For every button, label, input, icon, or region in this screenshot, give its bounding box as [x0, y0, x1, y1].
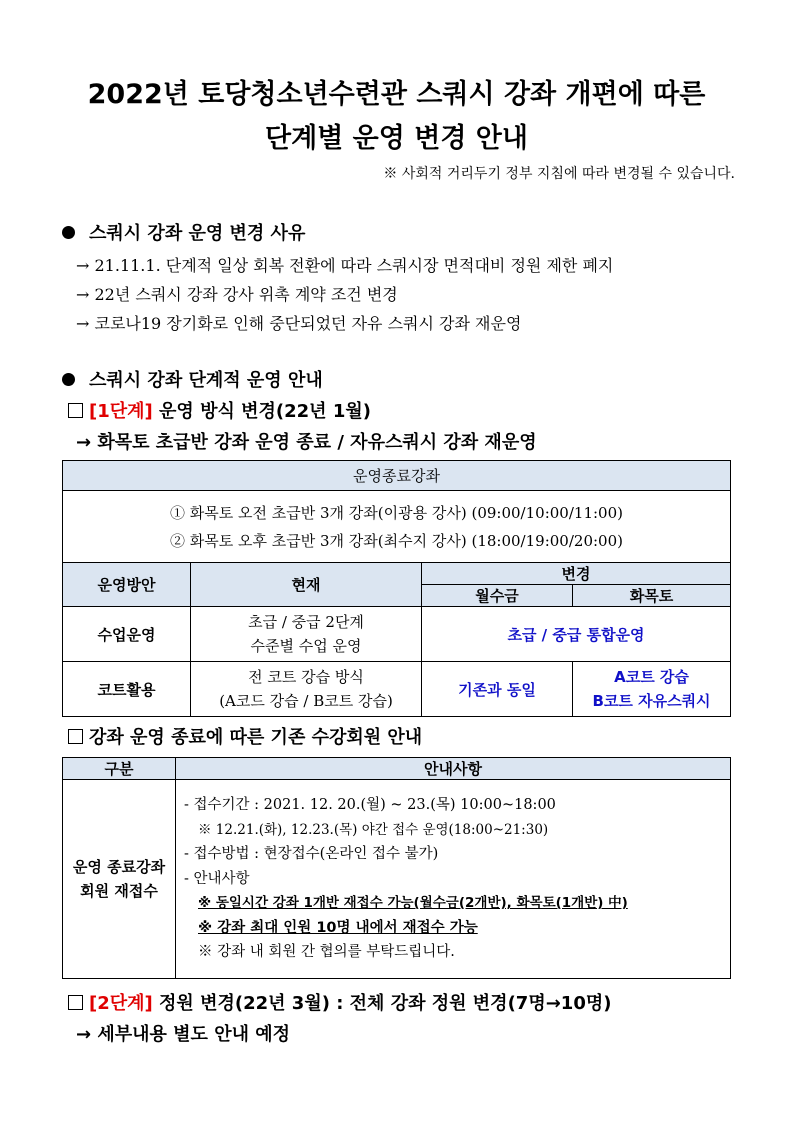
- row-court-current-line-2: (A코드 강습 / B코트 강습): [219, 692, 393, 710]
- row-court-current-line-1: 전 코트 강습 방식: [248, 667, 364, 686]
- stage-2-summary: → 세부내용 별도 안내 예정: [76, 1024, 291, 1045]
- ended-course-item-2: ② 화목토 오후 초급반 3개 강좌(최수지 강사) (18:00/19:00/20:00): [170, 531, 623, 550]
- ended-course-item-1: ① 화목토 오전 초급반 3개 강좌(이광용 강사) (09:00/10:00/11:00): [170, 503, 623, 522]
- info-same-time-class: ※ 동일시간 강좌 1개반 재접수 가능(월수금(2개반), 화목토(1개반) 中): [198, 895, 628, 912]
- info-guide: - 안내사항: [184, 870, 250, 887]
- col-info-header: 안내사항: [176, 758, 731, 780]
- reason-item-1: → 21.11.1. 단계적 일상 회복 전환에 따라 스쿼시장 면적대비 정원 제한 폐지: [76, 256, 614, 275]
- checkbox-icon: [68, 729, 83, 744]
- stage-1-text: 운영 방식 변경(22년 1월): [159, 401, 371, 422]
- checkbox-icon: [68, 403, 83, 418]
- stage-2-heading: [68, 989, 611, 1015]
- row-court-label: 코트활용: [63, 662, 191, 717]
- stage-1-summary: → 화목토 초급반 강좌 운영 종료 / 자유스쿼시 강좌 재운영: [76, 432, 537, 453]
- reason-item-3: → 코로나19 장기화로 인해 중단되었던 자유 스쿼시 강좌 재운영: [76, 314, 522, 333]
- row-court-current: [191, 662, 422, 717]
- col-method-header: 운영방안: [63, 563, 191, 607]
- info-max-capacity: ※ 강좌 최대 인원 10명 내에서 재접수 가능: [198, 919, 478, 936]
- reregistration-label-line-1: 운영 종료강좌: [72, 857, 166, 876]
- row-court-tts-line-2: B코트 자유스쿼시: [592, 692, 711, 710]
- row-court-tts-line-1: A코트 강습: [614, 667, 689, 686]
- disclaimer-note: ※ 사회적 거리두기 정부 지침에 따라 변경될 수 있습니다.: [383, 166, 735, 182]
- bullet-icon: [62, 226, 75, 239]
- reregistration-info: [176, 780, 731, 979]
- section-3-heading-text: 강좌 운영 종료에 따른 기존 수강회원 안내: [89, 727, 423, 748]
- row-class-current-line-2: 수준별 수업 운영: [250, 637, 362, 655]
- info-method: - 접수방법 : 현장접수(온라인 접수 불가): [184, 846, 439, 863]
- section-3-heading: [68, 723, 422, 749]
- stage-2-tag: [2단계]: [89, 993, 153, 1014]
- info-period: - 접수기간 : 2021. 12. 20.(월) ~ 23.(목) 10:00~18:00: [184, 797, 556, 814]
- checkbox-icon: [68, 995, 83, 1010]
- ended-courses-table: [62, 460, 731, 717]
- title-line-1: 2022년 토당청소년수련관 스쿼시 강좌 개편에 따른: [87, 79, 706, 110]
- bullet-icon: [62, 373, 75, 386]
- col-mwf-header: 월수금: [422, 585, 573, 607]
- info-cooperation: ※ 강좌 내 회원 간 협의를 부탁드립니다.: [198, 944, 455, 961]
- section-1-heading: [62, 219, 305, 245]
- stage-1-tag: [1단계]: [89, 401, 153, 422]
- info-night-reception: ※ 12.21.(화), 12.23.(목) 야간 접수 운영(18:00~21:30): [198, 821, 549, 838]
- reregistration-label-line-2: 회원 재접수: [80, 882, 158, 900]
- row-class-change: 초급 / 중급 통합운영: [422, 607, 731, 662]
- member-reregistration-table: [62, 757, 731, 979]
- row-court-tts: [573, 662, 731, 717]
- stage-2-text: 정원 변경(22년 3월) : 전체 강좌 정원 변경(7명→10명): [159, 993, 612, 1014]
- row-class-current: [191, 607, 422, 662]
- ended-courses-header: 운영종료강좌: [63, 461, 731, 491]
- section-1-heading-text: 스쿼시 강좌 운영 변경 사유: [89, 223, 306, 244]
- col-current-header: 현재: [191, 563, 422, 607]
- row-class-label: 수업운영: [63, 607, 191, 662]
- section-2-heading-text: 스쿼시 강좌 단계적 운영 안내: [89, 370, 323, 391]
- title-line-2: 단계별 운영 변경 안내: [265, 123, 528, 154]
- col-tts-header: 화목토: [573, 585, 731, 607]
- section-2-heading: [62, 366, 323, 392]
- reregistration-label: [63, 780, 176, 979]
- row-court-mwf: 기존과 동일: [422, 662, 573, 717]
- stage-1-heading: [68, 397, 371, 423]
- col-change-header: 변경: [422, 563, 731, 585]
- ended-courses-list: [63, 491, 731, 563]
- row-class-current-line-1: 초급 / 중급 2단계: [248, 612, 364, 631]
- col-category-header: 구분: [63, 758, 176, 780]
- reason-item-2: → 22년 스쿼시 강좌 강사 위촉 계약 조건 변경: [76, 285, 398, 304]
